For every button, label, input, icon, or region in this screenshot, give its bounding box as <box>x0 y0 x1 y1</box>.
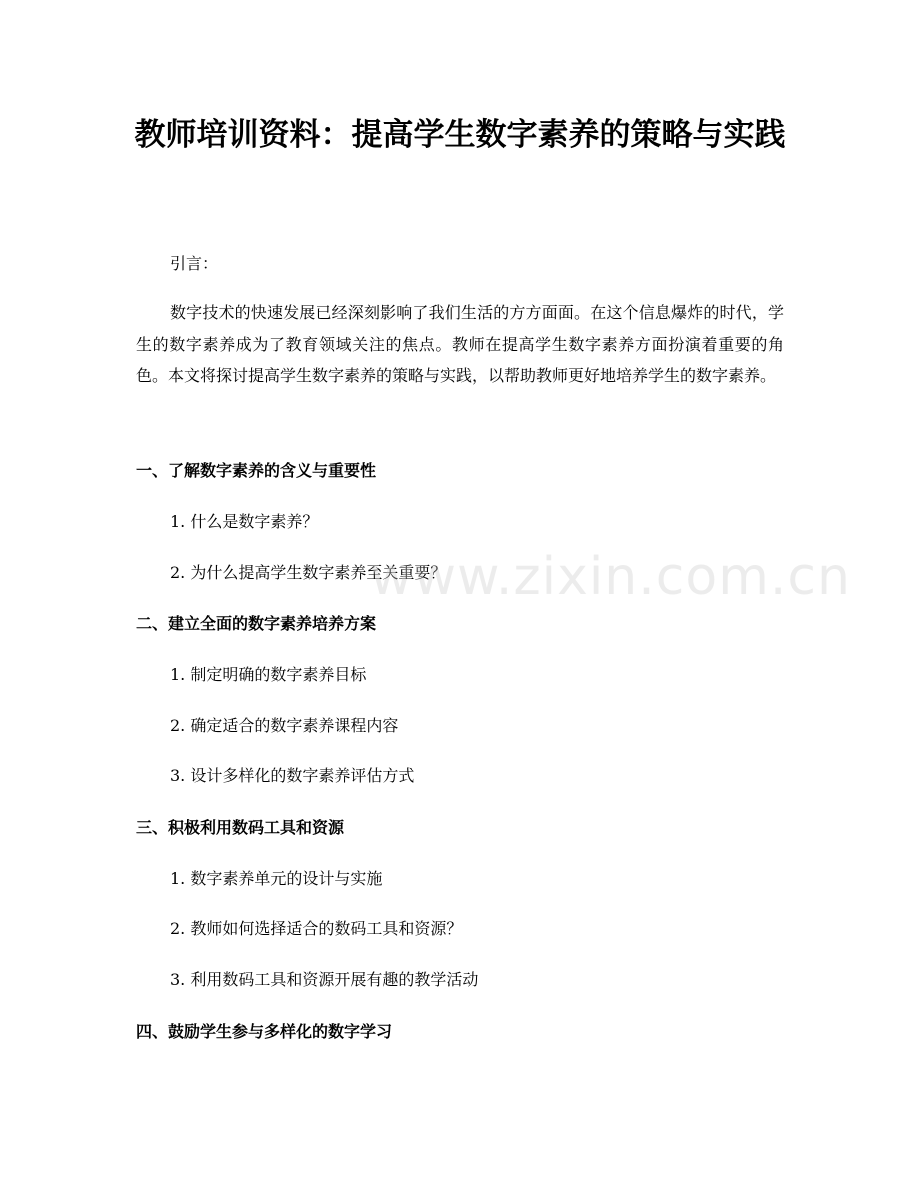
list-item: 3. 设计多样化的数字素养评估方式 <box>170 766 415 785</box>
section-heading: 一、了解数字素养的含义与重要性 <box>136 461 377 480</box>
intro-label: 引言： <box>170 254 219 273</box>
section-heading: 三、积极利用数码工具和资源 <box>136 818 345 837</box>
list-item: 3. 利用数码工具和资源开展有趣的教学活动 <box>170 970 479 989</box>
list-item: 2. 教师如何选择适合的数码工具和资源？ <box>170 919 463 938</box>
section-heading: 二、建立全面的数字素养培养方案 <box>136 614 377 633</box>
list-item: 1. 什么是数字素养？ <box>170 512 319 531</box>
list-item: 1. 数字素养单元的设计与实施 <box>170 869 383 888</box>
intro-paragraph: 数字技术的快速发展已经深刻影响了我们生活的方方面面。在这个信息爆炸的时代，学生的数字素养成为了教育领域关注的焦点。教师在提高学生数字素养方面扮演着重要的角色。本文将探讨提高学生数字素养的策略与实践，以帮助教师更好地培养学生的数字素养。 <box>136 303 784 385</box>
document-title: 教师培训资料：提高学生数字素养的策略与实践 <box>134 117 786 153</box>
list-item: 2. 为什么提高学生数字素养至关重要？ <box>170 563 447 582</box>
section-heading: 四、鼓励学生参与多样化的数字学习 <box>136 1022 393 1041</box>
watermark: www.zixin.com.cn <box>370 547 851 607</box>
list-item: 2. 确定适合的数字素养课程内容 <box>170 716 399 735</box>
list-item: 1. 制定明确的数字素养目标 <box>170 665 367 684</box>
